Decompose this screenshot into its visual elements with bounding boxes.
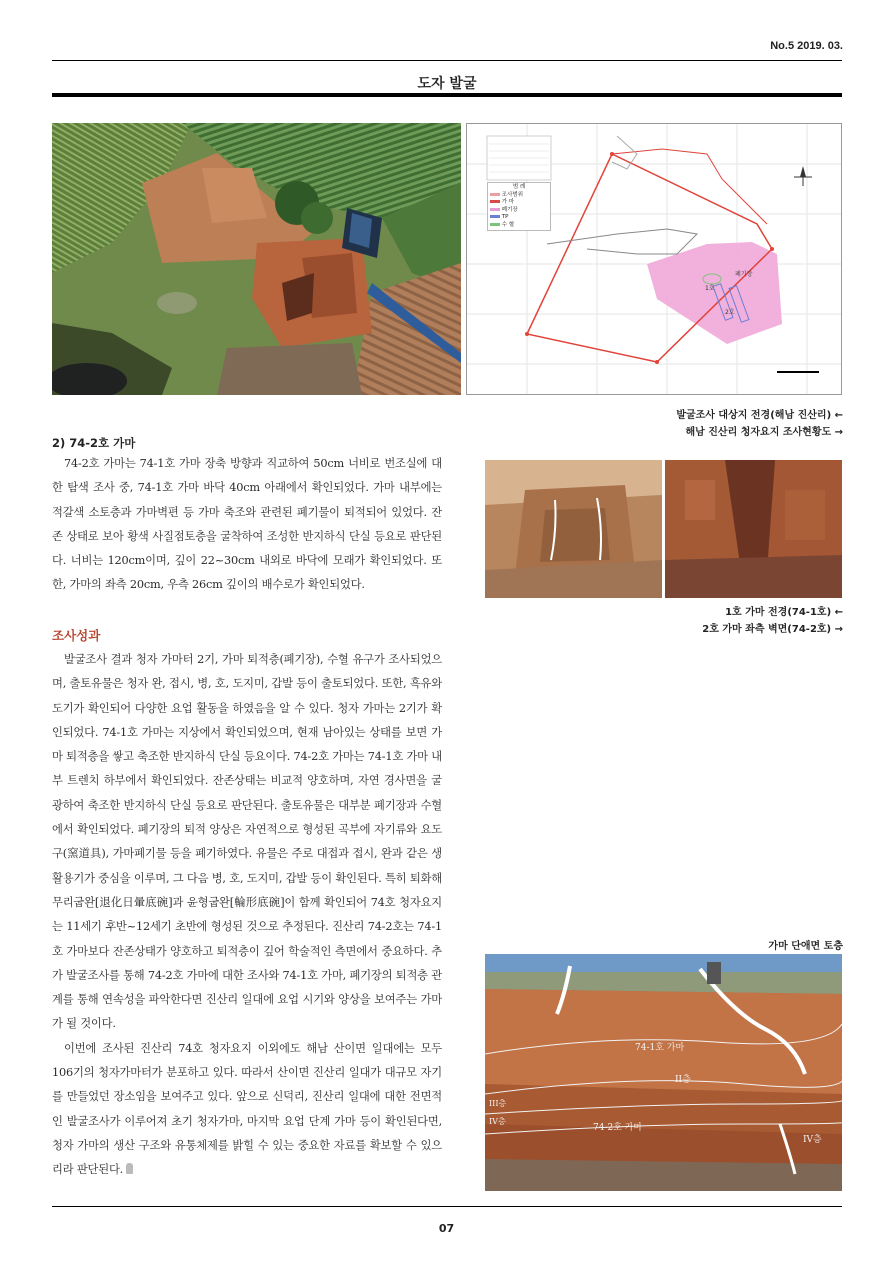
section-label-kiln-74-1: 74-1호 가마 [635, 1043, 685, 1053]
survey-map [466, 123, 842, 395]
paragraph-text: 발굴조사 결과 청자 가마터 2기, 가마 퇴적층(폐기장), 수혈 유구가 조사되었으며, 출토유물은 청자 완, 접시, 병, 호, 도지미, 갑발 등이 출토되었다. 또한, 흑유와 도기가 확인되어 다양한 요업 활동을 하였음을 알 수 있다. 청자 가마는 2기가 확인되었다. 74-1호 가마는 지상에서 확인되었으며, 현재 남아있는 상태를 보면 가마 퇴적층을 쌓고 축조한 반지하식 단실 등요이다. 74-2호 가마는 74-1호 가마 내부 트렌치 하부에서 확인되었다. 잔존상태는 비교적 양호하며, 자연 경사면을 굴광하여 축조한 반지하식 단실 등요로 판단된다. 출토유물은 대부분 폐기장과 수혈에서 확인되었다. 폐기장의 퇴적 양상은 자연적으로 형성된 곡부에 자기류와 요도구(窯道具), 가마폐기물 등을 폐기하였다. 유물은 주로 대접과 접시, 완과 같은 생활용기가 중심을 이루며, 그 다음 병, 호, 도지미, 갑발 등이 확인된다. 특히 퇴화해무리굽완[退化日暈底碗]과 윤형굽완[輪形底碗]이 함께 확인되어 74호 청자요지는 11세기 후반~12세기 초반에 형성된 것으로 추정된다. 진산리 74-2호는 74-1호 가마보다 잔존상태가 양호하고 퇴적층이 깊어 학술적인 측면에서 중요하다. 추가 발굴조사를 통해 74-2호 가마에 대한 조사와 74-1호 가마, 폐기장의 퇴적층 관계를 통해 연속성을 파악한다면 진산리 일대에 요업 시기와 양상을 보여주는 가마가 될 것이다. [52, 653, 442, 1031]
caption-kiln-1: 1호 가마 전경(74-1호) ← [725, 607, 843, 618]
map-legend-item [490, 207, 548, 215]
paragraph-conclusion [52, 1037, 442, 1183]
kiln-2-photo [665, 460, 842, 598]
section-rule [52, 93, 842, 97]
map-legend-item-label: TP [501, 214, 509, 220]
section-label-layer-3: III층 [489, 1099, 507, 1108]
results-heading: 조사성과 [52, 628, 101, 643]
caption-section: 가마 단애면 토층 [768, 941, 843, 952]
section-label-layer-4-right: IV층 [803, 1135, 822, 1145]
map-label-kiln2: 2호 [725, 309, 735, 316]
map-legend-title: 범 례 [512, 184, 526, 190]
paragraph-text: 이번에 조사된 진산리 74호 청자요지 이외에도 해남 산이면 일대에는 모두 106기의 청자가마터가 분포하고 있다. 따라서 산이면 진산리 일대가 대규모 자기를 만들었던 장소임을 보여주고 있다. 앞으로 신덕리, 진산리 일대에 대한 전면적인 발굴조사가 이루어져 초기 청자가마, 마지막 요업 단계 가마 등이 확인된다면, 청자 가마의 생산 구조와 유통체제를 밝힐 수 있는 중요한 자료를 확보할 수 있으리라 판단된다. [52, 1041, 442, 1177]
caption-aerial: 발굴조사 대상지 전경(해남 진산리) ← [676, 410, 843, 421]
subsection-heading: 2) 74-2호 가마 [52, 436, 136, 450]
header-rule [52, 60, 842, 61]
map-legend-item [490, 214, 548, 222]
map-legend-item-label: 수 혈 [501, 221, 515, 228]
section-label-layer-4-left: IV층 [489, 1117, 506, 1126]
issue-label: No.5 2019. 03. [770, 40, 843, 52]
end-mark-icon [126, 1163, 133, 1174]
map-legend-item-label: 가 마 [501, 199, 515, 205]
map-legend-item [490, 199, 548, 207]
section-label-kiln-74-2: 74-2호 가마 [593, 1123, 643, 1133]
map-legend [487, 182, 551, 231]
map-legend-item [490, 222, 548, 230]
paragraph-kiln-74-2 [52, 452, 442, 598]
paragraph-text: 74-2호 가마는 74-1호 가마 장축 방향과 직교하여 50cm 너비로 번조실에 대한 탐색 조사 중, 74-1호 가마 바닥 40cm 아래에서 확인되었다. 가마 내부에는 적갈색 소토층과 가마벽편 등 가마 축조와 관련된 폐기물이 퇴적되어 있었다. 잔존 상태로 보아 황색 사질점토층을 굴착하여 조성한 반지하식 단실 등요로 판단된다. 너비는 120cm이며, 깊이 22~30cm 내외로 바닥에 모래가 확인되었다. 또한, 가마의 좌측 20cm, 우측 26cm 깊이의 배수로가 확인되었다. [52, 457, 442, 592]
kiln-1-photo [485, 460, 662, 598]
map-label-kiln1: 1호 [705, 285, 715, 292]
aerial-photo [52, 123, 461, 395]
paragraph-results [52, 648, 442, 1183]
map-legend-item-label: 조사범위 [501, 191, 524, 198]
map-legend-item [490, 192, 548, 200]
compass-icon [794, 166, 812, 186]
page-number: 07 [438, 1222, 455, 1235]
footer-rule [52, 1206, 842, 1207]
map-legend-item-label: 폐기장 [501, 206, 518, 213]
caption-kiln-2: 2호 가마 좌측 벽면(74-2호) → [702, 624, 843, 635]
caption-map: 해남 진산리 청자요지 조사현황도 → [685, 427, 843, 438]
section-title: 도자 발굴 [417, 76, 477, 92]
section-label-layer-2: II층 [675, 1075, 691, 1085]
map-label-dump: 폐기장 [735, 271, 753, 278]
section-photo [485, 954, 842, 1191]
